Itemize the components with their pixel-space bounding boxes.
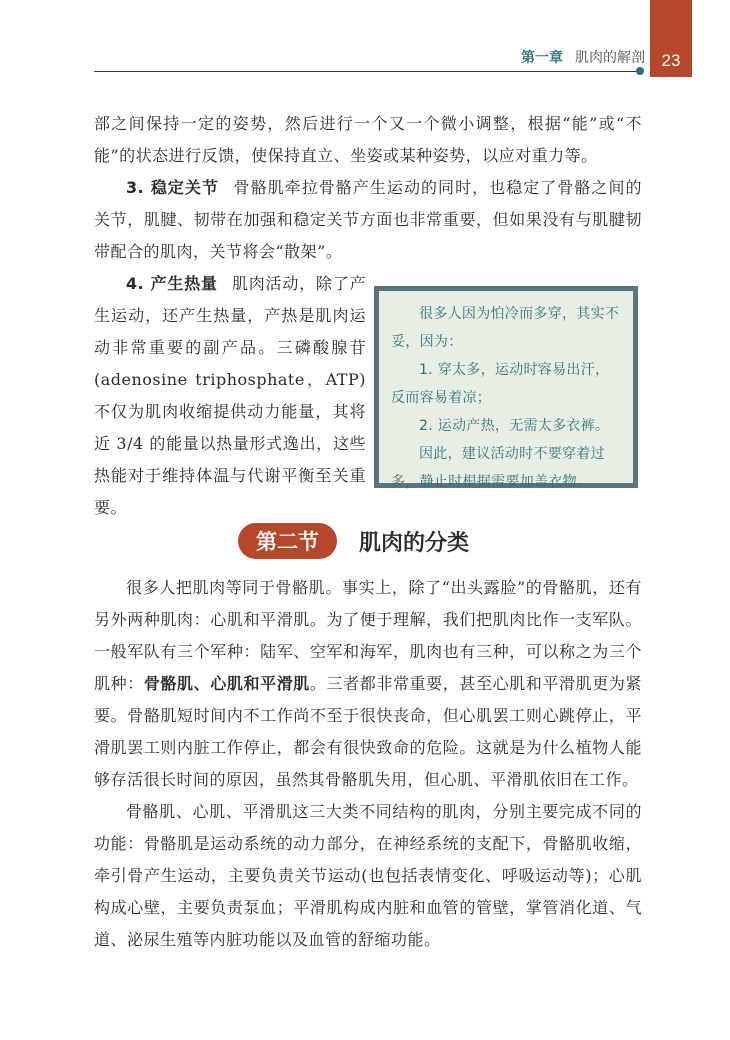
- header-dot: [636, 67, 644, 75]
- section-title: 肌肉的分类: [359, 530, 470, 556]
- item-text: 肌肉活动，除了产生运动，还产生热量，产热是肌肉运动非常重要的副产品。三磷酸腺苷(adenosine triphosphate，ATP)不仅为肌肉收缩提供动力能量，其将近 3/4 的能量以热量形式逸出，这些热能对于维持体温与代谢平衡至关重要。: [94, 274, 366, 517]
- paragraph-text: 。三者都非常重要，甚至心肌和平滑肌更为紧要。骨骼肌短时间内不工作尚不至于很快丧命，但心肌罢工则心跳停止，平滑肌罢工则内脏工作停止，都会有很快致命的危险。这就是为什么植物人能够存活很长时间的原因，虽然其骨骼肌失用，但心肌、平滑肌依旧在工作。: [94, 674, 642, 789]
- chapter-label: 第一章: [521, 50, 563, 66]
- muscle-types-emphasis: 骨骼肌、心肌和平滑肌: [143, 674, 310, 693]
- item-heading: 3. 稳定关节: [126, 178, 219, 197]
- tip-sidebar: [374, 286, 638, 488]
- page-number-tab: [650, 0, 692, 77]
- section-heading: [238, 523, 469, 559]
- item-stabilize-joints: [94, 172, 642, 268]
- item-heading: 4. 产生热量: [126, 274, 218, 293]
- sidebar-point: 1. 穿太多，运动时容易出汗，反而容易着凉；: [391, 362, 610, 406]
- classification-paragraph: [94, 572, 642, 796]
- sidebar-conclusion: 因此，建议活动时不要穿着过多，静止时根据需要加盖衣物。: [391, 446, 605, 490]
- lower-body-text: [94, 572, 642, 956]
- paragraph-text: 很多人把肌肉等同于骨骼肌。事实上，除了“出头露脸”的骨骼肌，还有另外两种肌肉：心肌和平滑肌。为了便于理解，我们把肌肉比作一支军队。一般军队有三个军种：陆军、空军和海军，肌肉也有三种，可以称之为三个肌种：: [94, 578, 642, 693]
- sidebar-intro: 很多人因为怕冷而多穿，其实不妥，因为：: [391, 306, 620, 350]
- sidebar-point: 2. 运动产热，无需太多衣裤。: [419, 418, 610, 434]
- page-number: 23: [661, 51, 681, 70]
- function-paragraph: 骨骼肌、心肌、平滑肌这三大类不同结构的肌肉，分别主要完成不同的功能：骨骼肌是运动系统的动力部分，在神经系统的支配下，骨骼肌收缩，牵引骨产生运动，主要负责关节运动(也包括表情变化、呼吸运动等)；心肌构成心壁，主要负责泵血；平滑肌构成内脏和血管的管壁，掌管消化道、气道、泌尿生殖等内脏功能以及血管的舒缩功能。: [94, 802, 642, 949]
- item-produce-heat: [94, 268, 366, 524]
- header-rule: [94, 71, 640, 72]
- chapter-title: 肌肉的解剖: [575, 50, 645, 66]
- continued-paragraph: 部之间保持一定的姿势，然后进行一个又一个微小调整，根据“能”或“不能”的状态进行反馈，使保持直立、坐姿或某种姿势，以应对重力等。: [94, 114, 642, 165]
- item-text: 骨骼肌牵拉骨骼产生运动的同时，也稳定了骨骼之间的关节，肌腱、韧带在加强和稳定关节方面也非常重要，但如果没有与肌腱韧带配合的肌肉，关节将会“散架”。: [94, 178, 642, 261]
- running-head: [521, 47, 645, 67]
- section-label: 第二节: [238, 523, 337, 559]
